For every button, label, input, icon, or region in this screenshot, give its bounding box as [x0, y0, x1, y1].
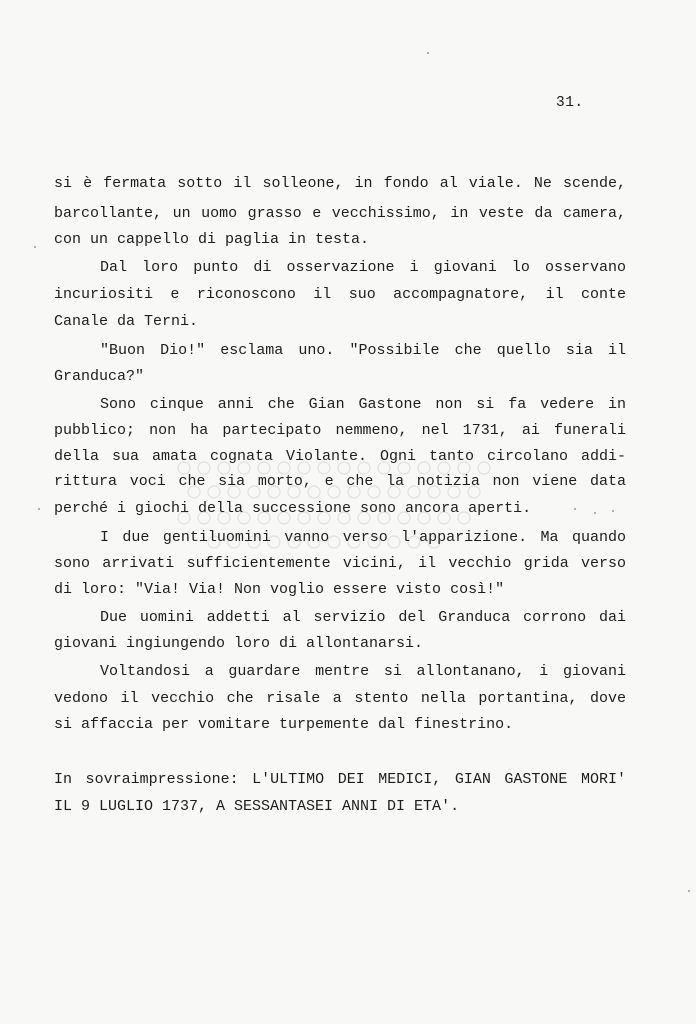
watermark-pattern: [172, 456, 512, 556]
page-number: 31.: [556, 95, 584, 111]
scan-speck: [427, 52, 429, 54]
text-line: della sua amata cognata Violante. Ogni tanto circolano addi-: [54, 448, 626, 465]
text-line: si affaccia per vomitare turpemente dal finestrino.: [54, 716, 514, 733]
text-line: perché i giochi della successione sono ancora aperti.: [54, 500, 532, 517]
text-line: Dal loro punto di osservazione i giovani lo osservano: [100, 259, 626, 276]
text-line: Due uomini addetti al servizio del Granduca corrono dai: [100, 609, 626, 626]
text-line: di loro: "Via! Via! Non voglio essere visto così!": [54, 581, 505, 598]
scan-speck: [34, 246, 36, 248]
text-line: "Buon Dio!" esclama uno. "Possibile che quello sia il: [100, 342, 626, 359]
text-line: incuriositi e riconoscono il suo accompagnatore, il conte: [54, 286, 626, 303]
text-line: rittura voci che sia morto, e che la notizia non viene data: [54, 473, 626, 490]
scan-speck: [688, 890, 690, 892]
text-line: sono arrivati sufficientemente vicini, il vecchio grida verso: [54, 555, 626, 572]
text-line: con un cappello di paglia in testa.: [54, 231, 370, 248]
text-line: si è fermata sotto il solleone, in fondo al viale. Ne scende,: [54, 175, 626, 192]
text-line: Voltandosi a guardare mentre si allontanano, i giovani: [100, 663, 626, 680]
text-line: vedono il vecchio che risale a stento nella portantina, dove: [54, 690, 626, 707]
text-line: Granduca?": [54, 368, 145, 385]
text-line: I due gentiluomini vanno verso l'apparizione. Ma quando: [100, 529, 626, 546]
scan-speck: [594, 512, 596, 514]
text-line: giovani ingiungendo loro di allontanarsi.: [54, 635, 424, 652]
text-line: IL 9 LUGLIO 1737, A SESSANTASEI ANNI DI ETA'.: [54, 798, 460, 815]
scan-speck: [574, 508, 576, 510]
text-line: barcollante, un uomo grasso e vecchissimo, in veste da camera,: [54, 205, 626, 222]
text-line: In sovraimpressione: L'ULTIMO DEI MEDICI, GIAN GASTONE MORI': [54, 771, 626, 788]
text-line: pubblico; non ha partecipato nemmeno, nel 1731, ai funerali: [54, 422, 626, 439]
text-line: Sono cinque anni che Gian Gastone non si fa vedere in: [100, 396, 626, 413]
scan-speck: [612, 510, 614, 512]
scan-speck: [38, 508, 40, 510]
text-line: Canale da Terni.: [54, 313, 199, 330]
